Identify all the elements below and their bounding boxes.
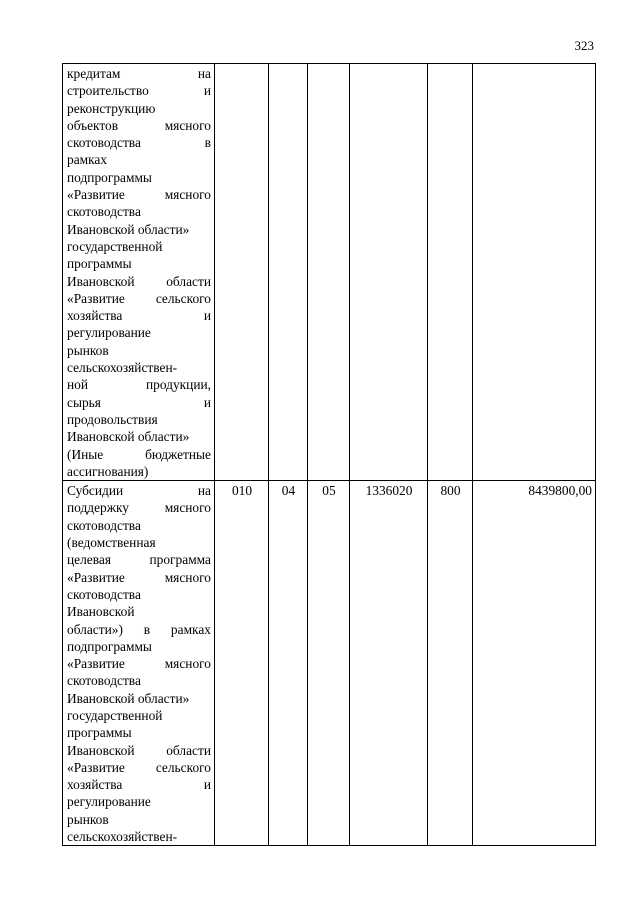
name-text-line: продовольствия [67,411,158,427]
name-text-line: ассигнования) [67,463,149,479]
name-text-line: объектов мясного [67,117,211,133]
name-text-line: «Развитие мясного [67,656,211,672]
row-2-amount: 8439800,00 [473,481,596,846]
row-1-name-cell [63,64,215,481]
name-text-line: области») в рамках [67,621,211,637]
name-text-line: реконструкцию [67,100,156,116]
name-text-line: скотоводства [67,673,141,689]
table-row [63,481,596,846]
name-text-line: рынков [67,342,109,358]
name-text-line: «Развитие мясного [67,569,211,585]
name-text-line: подпрограммы [67,169,152,185]
name-text-line: сырья и [67,394,211,410]
name-text-line: программы [67,725,132,741]
name-text-line: Ивановской области [67,273,211,289]
name-text-line: ной продукции, [67,377,211,393]
table-row [63,64,596,481]
name-text-line: рынков [67,811,109,827]
name-text-line: скотоводства [67,586,141,602]
name-text-line: Ивановской области [67,742,211,758]
row-1-ministry-code [215,64,269,481]
name-text-line: «Развитие сельского [67,290,211,306]
row-1-subsection-code [308,64,350,481]
name-text-line: государственной [67,238,163,254]
name-text-line: скотоводства [67,517,141,533]
name-text-line: скотоводства [67,204,141,220]
name-text-line: целевая программа [67,552,211,568]
name-text-line: (Иные бюджетные [67,446,211,462]
row-1-amount [473,64,596,481]
budget-table [62,63,596,846]
name-text-line: хозяйства и [67,777,211,793]
name-text-line: скотоводства в [67,135,211,151]
row-1-target-code [350,64,428,481]
name-text-line: государственной [67,707,163,723]
name-text-line: подпрограммы [67,638,152,654]
name-text-line: Ивановской области» [67,221,190,237]
name-text-line: сельскохозяйствен- [67,360,178,376]
name-text-line: Ивановской области» [67,429,190,445]
name-text-line: регулирование [67,794,151,810]
name-text-line: регулирование [67,325,151,341]
name-text-line: сельскохозяйствен- [67,829,178,845]
name-text-line: Субсидии на [67,483,211,499]
page-number: 323 [574,38,594,53]
row-2-subsection-code: 05 [308,481,350,846]
name-text-line: «Развитие мясного [67,187,211,203]
name-text-line: строительство и [67,83,211,99]
name-text-line: Ивановской [67,604,135,620]
name-text-line: рамках [67,152,108,168]
name-text-line: поддержку мясного [67,500,211,516]
name-text-line: хозяйства и [67,308,211,324]
row-2-ministry-code: 010 [215,481,269,846]
name-text-line: Ивановской области» [67,690,190,706]
name-text-line: (ведомственная [67,535,156,551]
row-1-name-text [67,65,211,480]
row-2-expense-type: 800 [428,481,473,846]
row-2-target-code: 1336020 [350,481,428,846]
row-2-name-text [67,482,211,845]
name-text-line: «Развитие сельского [67,759,211,775]
name-text-line: кредитам на [67,66,211,81]
row-2-section-code: 04 [269,481,308,846]
row-1-expense-type [428,64,473,481]
row-1-section-code [269,64,308,481]
name-text-line: программы [67,256,132,272]
row-2-name-cell [63,481,215,846]
